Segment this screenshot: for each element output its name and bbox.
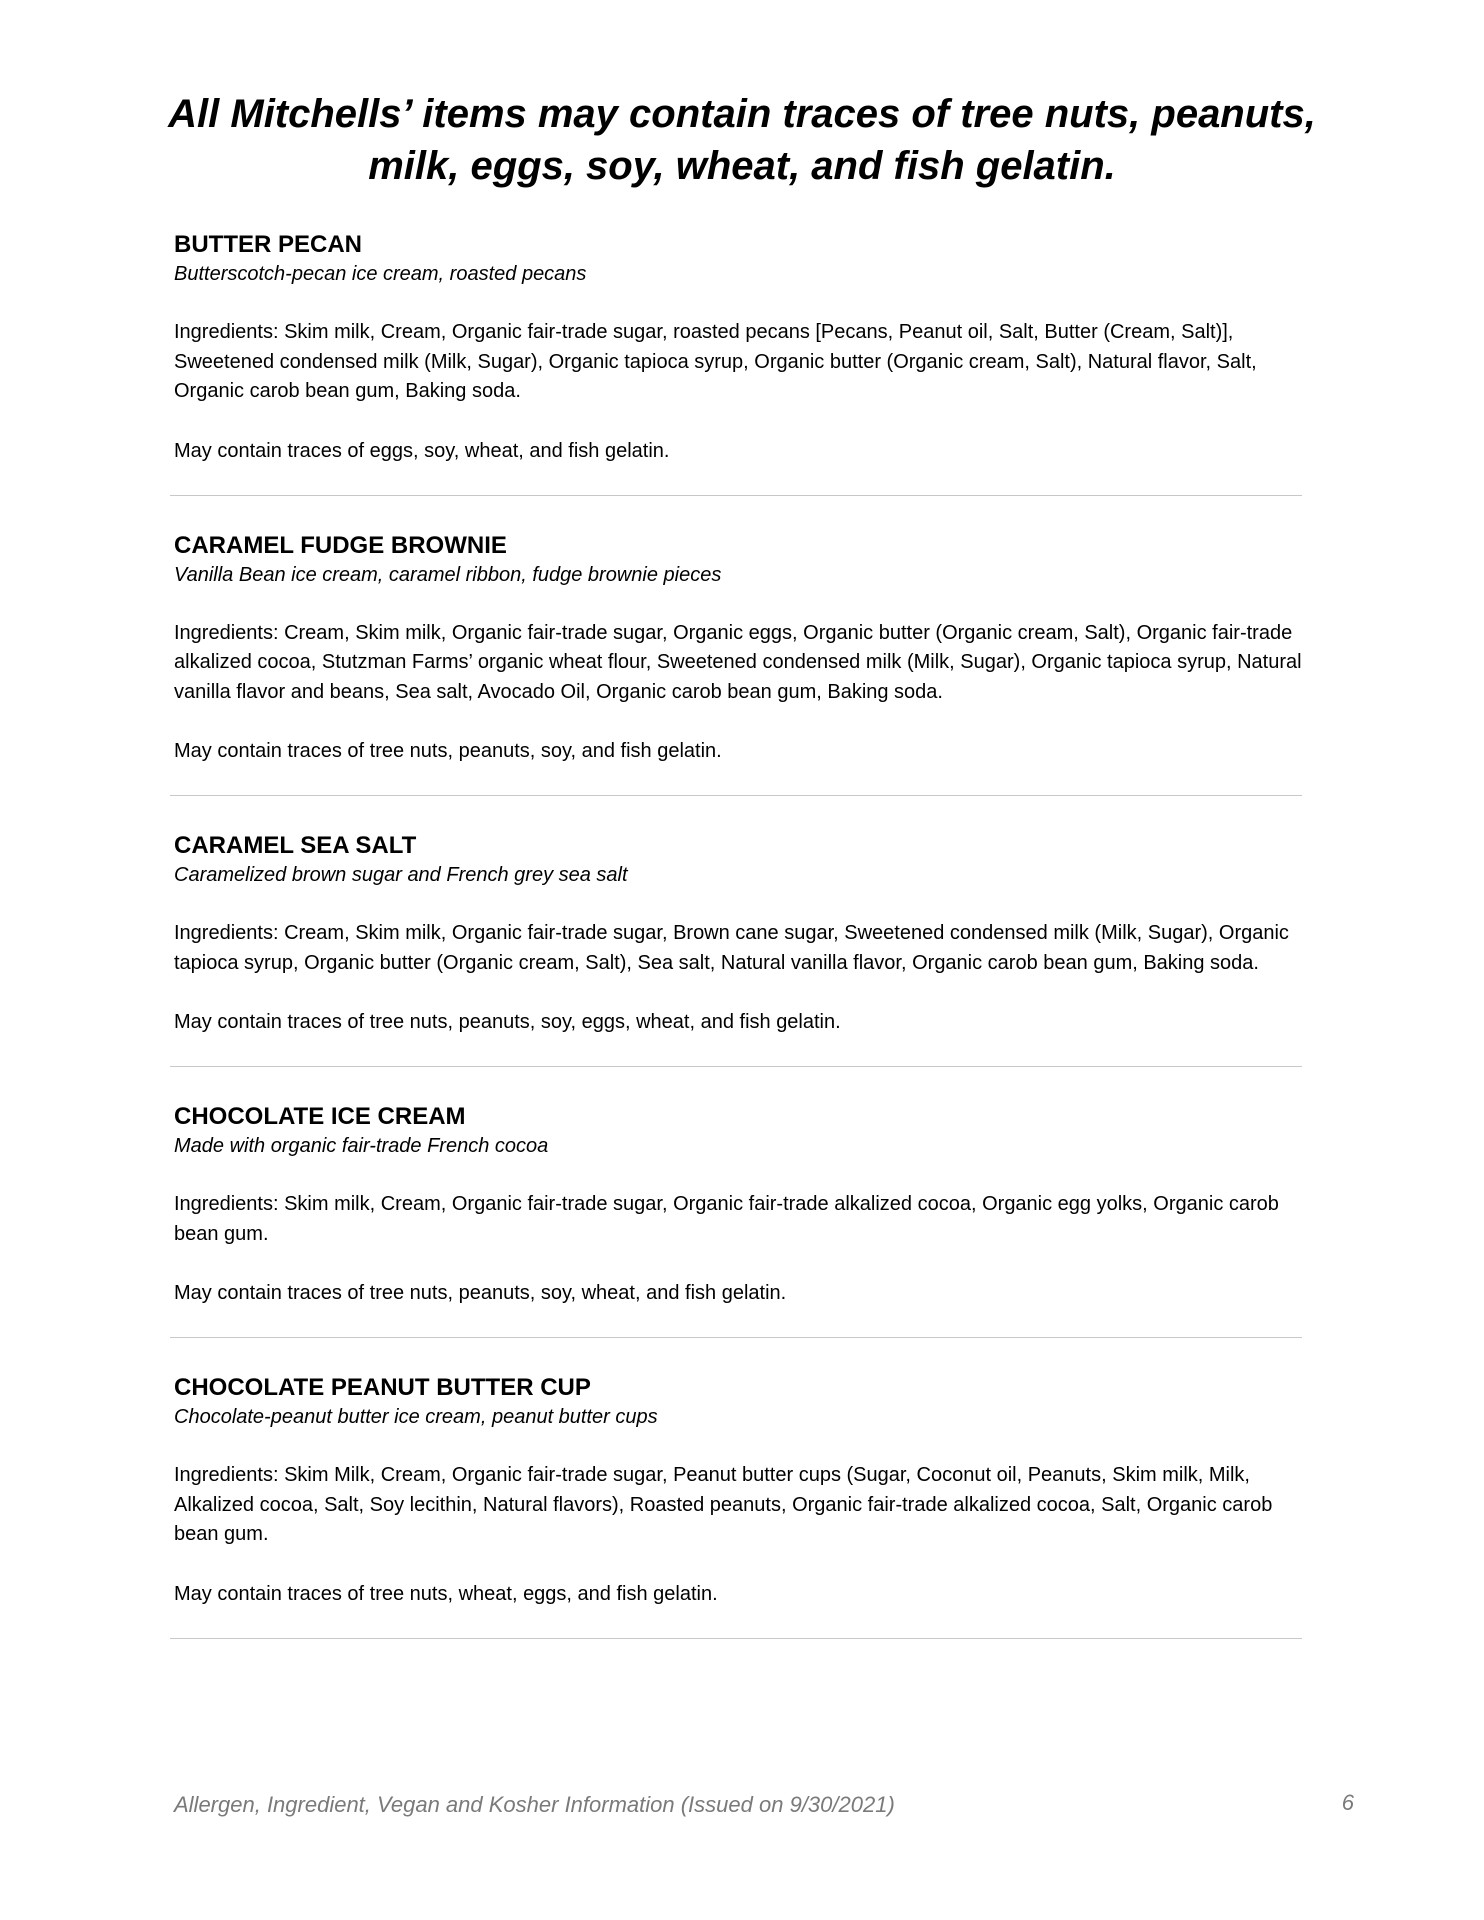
footer-text: Allergen, Ingredient, Vegan and Kosher Information (Issued on 9/30/2021) xyxy=(174,1792,895,1817)
flavor-ingredients: Ingredients: Skim milk, Cream, Organic fair-trade sugar, Organic fair-trade alkalized cocoa, Organic egg yolks, Organic carob bean gum. xyxy=(174,1193,1279,1245)
section-divider xyxy=(170,1638,1302,1639)
flavor-name: BUTTER PECAN xyxy=(174,231,363,258)
flavor-description: Made with organic fair-trade French cocoa xyxy=(174,1135,549,1157)
flavor-name: CARAMEL SEA SALT xyxy=(174,832,417,859)
flavor-ingredients: Ingredients: Cream, Skim milk, Organic fair-trade sugar, Organic eggs, Organic butter (Organic cream, Salt), Organic fair-trade alkalized cocoa, Stutzman Farms’ organic wheat flour, Sweetened condensed milk (Milk, Sugar), Organic tapioca syrup, Natural vanilla flavor and beans, Sea salt, Avocado Oil, Organic carob bean gum, Baking soda. xyxy=(174,621,1302,703)
flavor-name: CHOCOLATE ICE CREAM xyxy=(174,1103,466,1130)
flavor-ingredients: Ingredients: Skim milk, Cream, Organic fair-trade sugar, roasted pecans [Pecans, Peanut oil, Salt, Butter (Cream, Salt)], Sweetened condensed milk (Milk, Sugar), Organic tapioca syrup, Organic butter (Organic cream, Salt), Natural flavor, Salt, Organic carob bean gum, Baking soda. xyxy=(174,321,1257,402)
flavor-item-chocolate-peanut-butter-cup xyxy=(174,1373,1310,1608)
flavor-ingredients: Ingredients: Skim Milk, Cream, Organic fair-trade sugar, Peanut butter cups (Sugar, Coconut oil, Peanuts, Skim milk, Milk, Alkalized cocoa, Salt, Soy lecithin, Natural flavors), Roasted peanuts, Organic fair-trade alkalized cocoa, Salt, Organic carob bean gum. xyxy=(174,1464,1273,1545)
flavor-allergen-traces: May contain traces of tree nuts, peanuts, soy, and fish gelatin. xyxy=(174,740,722,762)
flavor-allergen-traces: May contain traces of tree nuts, peanuts, soy, wheat, and fish gelatin. xyxy=(174,1282,787,1304)
flavor-item-caramel-sea-salt xyxy=(174,831,1310,1036)
flavor-item-chocolate-ice-cream xyxy=(174,1102,1310,1307)
flavor-description: Vanilla Bean ice cream, caramel ribbon, fudge brownie pieces xyxy=(174,563,722,586)
flavor-list xyxy=(174,230,1310,1674)
page-number: 6 xyxy=(1341,1790,1354,1815)
section-divider xyxy=(170,1066,1302,1067)
flavor-name: CHOCOLATE PEANUT BUTTER CUP xyxy=(174,1374,591,1401)
flavor-allergen-traces: May contain traces of eggs, soy, wheat, and fish gelatin. xyxy=(174,439,670,462)
flavor-name: CARAMEL FUDGE BROWNIE xyxy=(174,531,507,559)
page-title-line-2: milk, eggs, soy, wheat, and fish gelatin. xyxy=(368,144,1116,188)
page-title-line-1: All Mitchells’ items may contain traces of tree nuts, peanuts, xyxy=(168,92,1316,136)
page-title xyxy=(130,88,1354,192)
flavor-description: Butterscotch-pecan ice cream, roasted pecans xyxy=(174,263,587,285)
flavor-allergen-traces: May contain traces of tree nuts, wheat, eggs, and fish gelatin. xyxy=(174,1582,718,1605)
section-divider xyxy=(170,495,1302,496)
section-divider xyxy=(170,795,1302,796)
section-divider xyxy=(170,1337,1302,1338)
flavor-description: Chocolate-peanut butter ice cream, peanut butter cups xyxy=(174,1406,658,1428)
flavor-item-butter-pecan xyxy=(174,230,1310,465)
flavor-item-caramel-fudge-brownie xyxy=(174,531,1310,766)
flavor-description: Caramelized brown sugar and French grey sea salt xyxy=(174,864,628,886)
flavor-allergen-traces: May contain traces of tree nuts, peanuts, soy, eggs, wheat, and fish gelatin. xyxy=(174,1011,841,1033)
flavor-ingredients: Ingredients: Cream, Skim milk, Organic fair-trade sugar, Brown cane sugar, Sweetened condensed milk (Milk, Sugar), Organic tapioca syrup, Organic butter (Organic cream, Salt), Sea salt, Natural vanilla flavor, Organic carob bean gum, Baking soda. xyxy=(174,922,1289,974)
